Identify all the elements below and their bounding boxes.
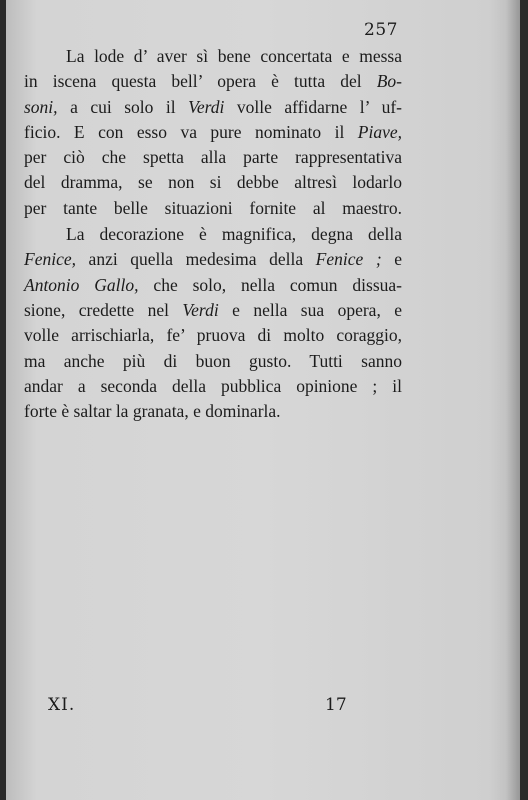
text-run: in iscena questa bell’ opera è tutta del [24, 71, 362, 92]
signature-mark: XI. [48, 695, 76, 715]
text-run: sione, credette nel [24, 299, 169, 320]
page-edge-shadow [506, 0, 520, 800]
paragraph-1-line-7: per tante belle situazioni fornite al maestro. [24, 197, 402, 218]
paragraph-2-line-2 [24, 247, 402, 272]
text-run: a cui solo il [70, 96, 176, 117]
text-run: e nella sua opera, e [232, 299, 403, 320]
paragraph-2-line-6: ma anche più di buon gusto. Tutti sanno [24, 350, 402, 371]
paragraph-2-line-8: forte è saltar la granata, e dominarla. [24, 401, 281, 422]
paragraph-2-line-1: La decorazione è magnifica, degna della [66, 224, 402, 245]
paragraph-1-line-2 [24, 69, 402, 94]
paragraph-2-line-5: volle arrischiarla, fe’ pruova di molto coraggio, [24, 325, 402, 346]
paragraph-2-line-7: andar a seconda della pubblica opinione ; il [24, 375, 402, 396]
paragraph-1-line-6: del dramma, se non si debbe altresì lodarlo [24, 172, 402, 193]
paragraph-1-line-1: La lode d’ aver sì bene concertata e messa [66, 46, 402, 66]
book-page [6, 0, 520, 800]
italic-name-verdi: Verdi [188, 96, 225, 117]
body-text [24, 44, 402, 424]
italic-name-antonio-gallo: Antonio Gallo, [24, 274, 139, 295]
text-run: volle affidarne l’ uf- [236, 96, 403, 117]
paragraph-1-line-4 [24, 120, 402, 145]
text-run: e [394, 249, 402, 270]
paragraph-2-line-4 [24, 298, 402, 323]
paragraph-1 [24, 44, 402, 221]
italic-name-fenice-2: Fenice ; [315, 249, 382, 270]
paragraph-2 [24, 222, 402, 424]
text-run: ficio. E con esso va pure nominato il [24, 121, 345, 142]
italic-name-fenice: Fenice, [24, 249, 76, 270]
text-run: che solo, nella comun dissua- [153, 274, 402, 295]
text-run: anzi quella medesima della [88, 249, 304, 270]
italic-name-boso: Bo- [376, 71, 403, 92]
italic-name-piave: Piave, [357, 121, 403, 142]
paragraph-2-line-3 [24, 273, 402, 298]
paragraph-1-line-3 [24, 95, 402, 120]
sheet-number: 17 [325, 695, 347, 715]
page-number: 257 [364, 20, 398, 40]
paragraph-1-line-5: per ciò che spetta alla parte rappresentativa [24, 147, 402, 168]
italic-name-soni: soni, [24, 96, 58, 117]
italic-name-verdi-2: Verdi [182, 299, 219, 320]
